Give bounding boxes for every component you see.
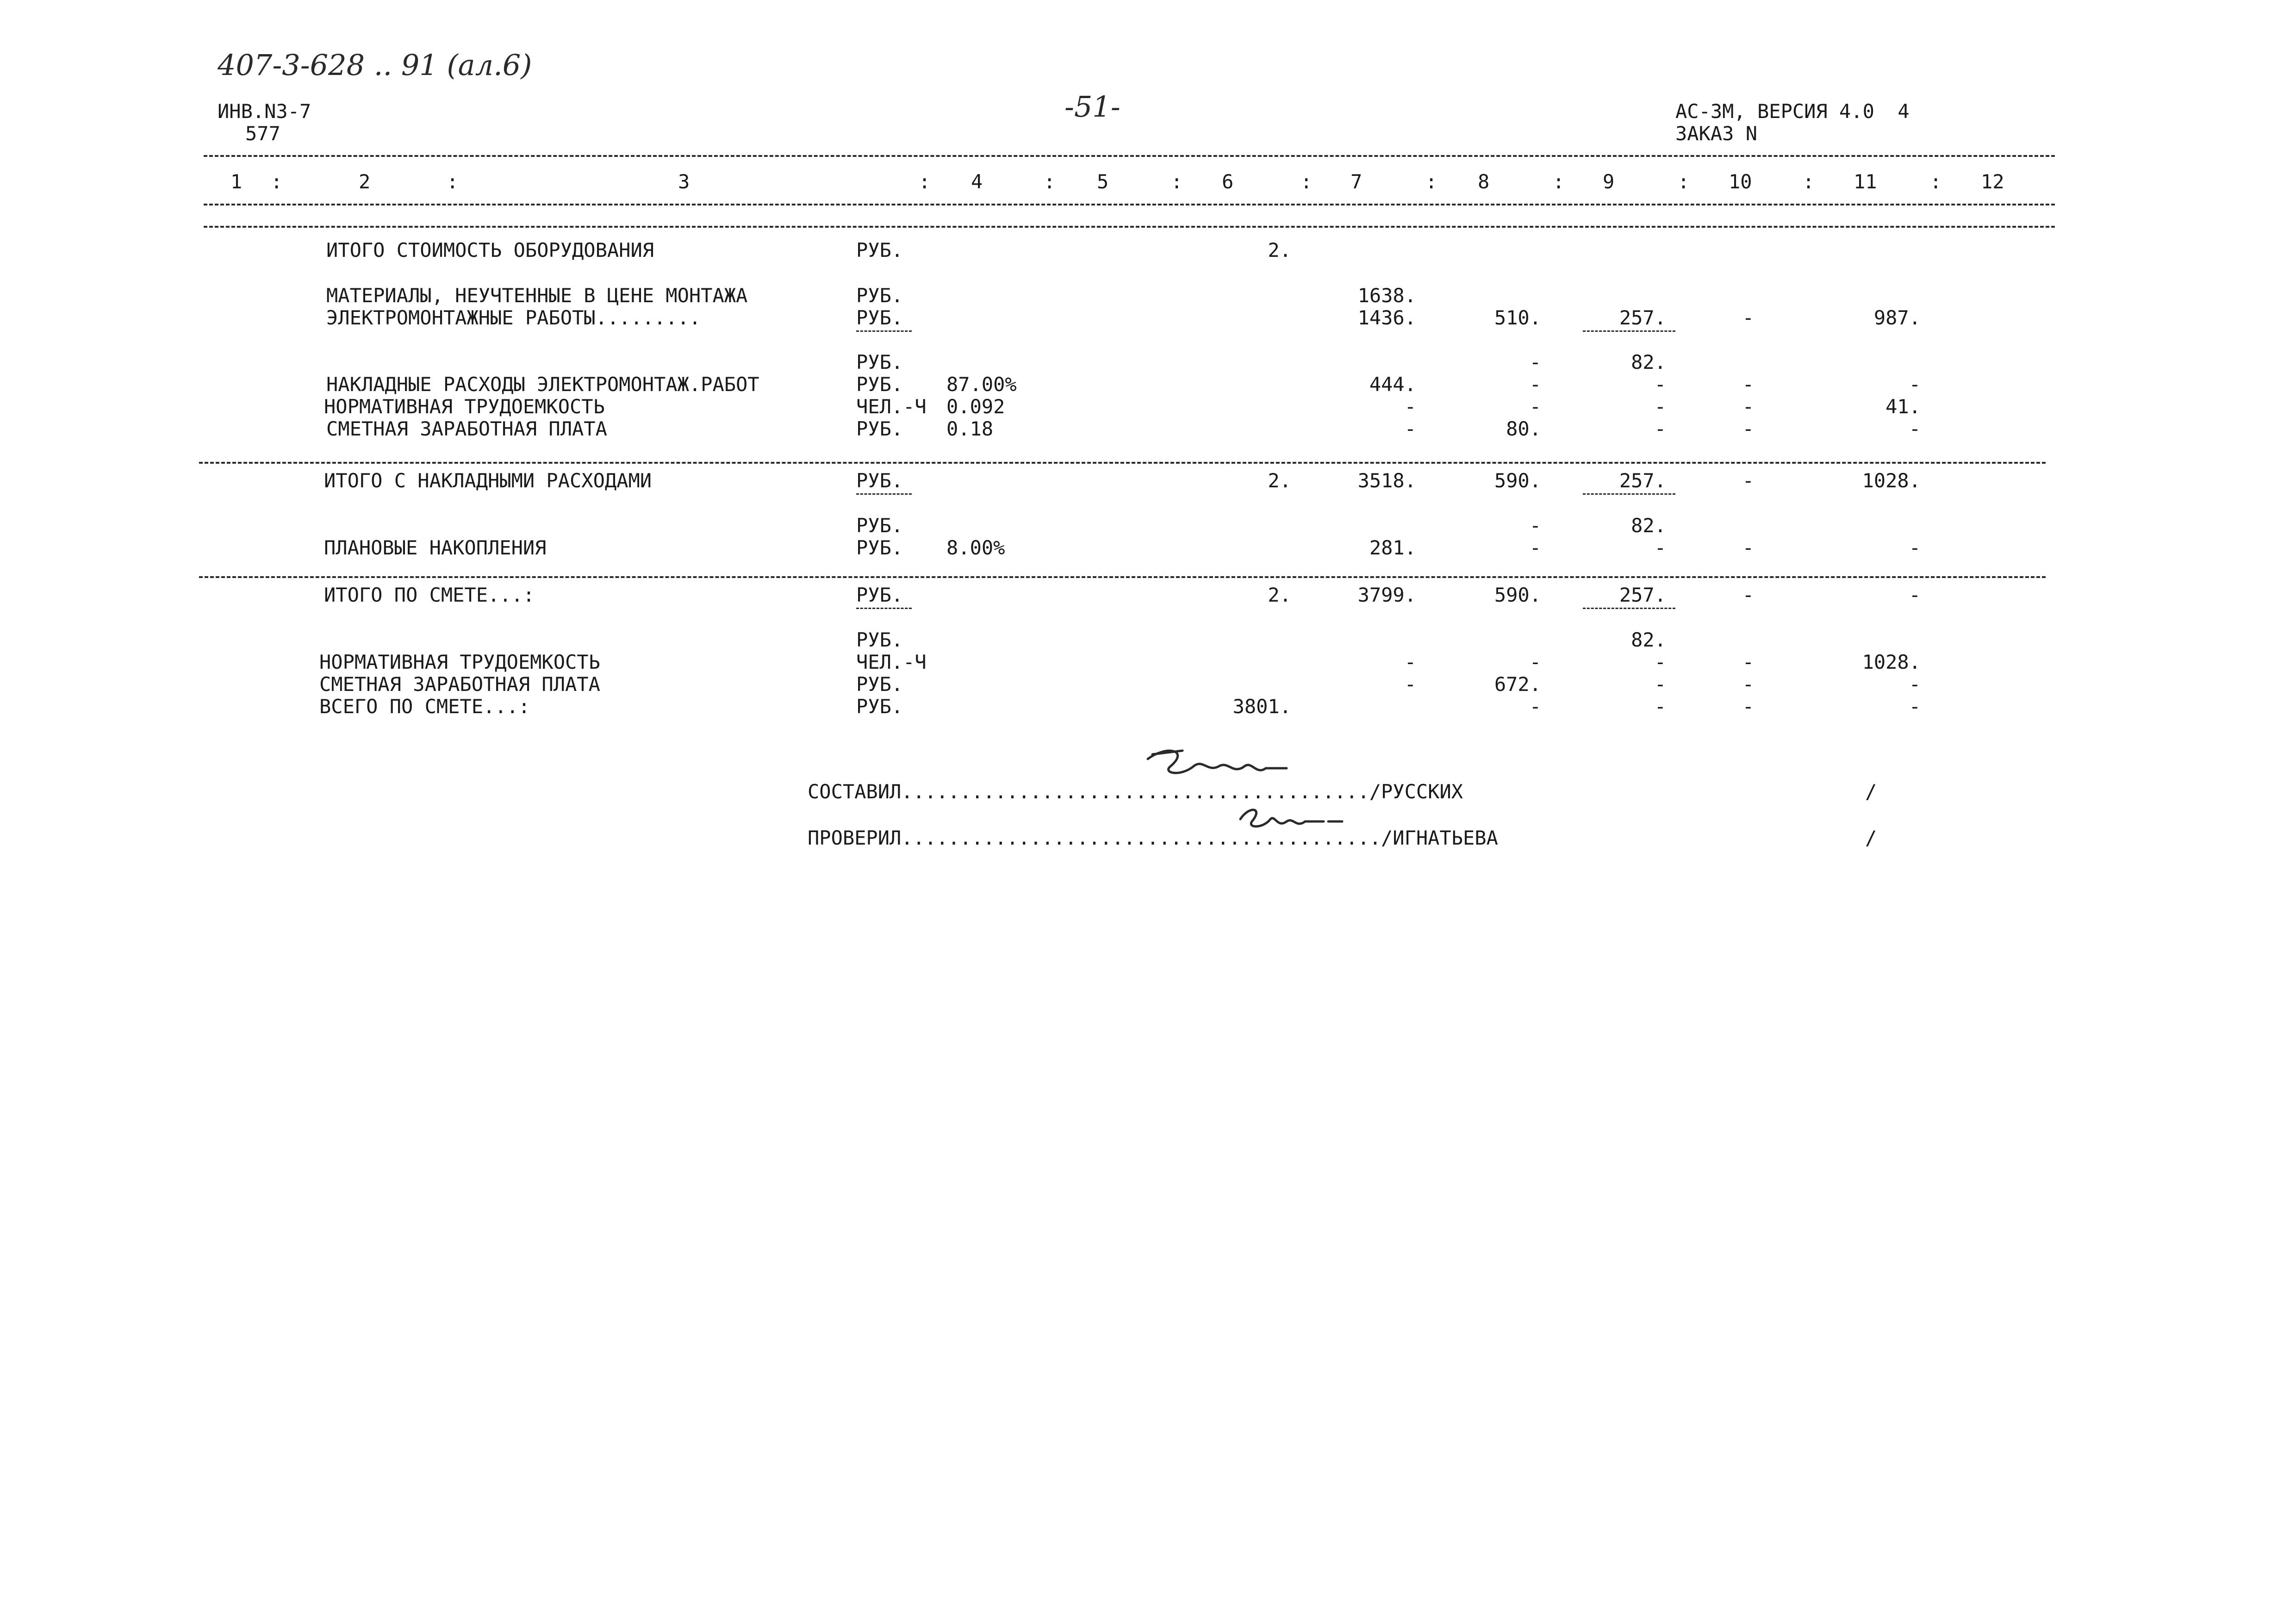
col-num-10: 10 — [1729, 170, 1752, 193]
cell-col-10: - — [1742, 651, 1754, 673]
cell-col-9: 82. — [1631, 514, 1666, 537]
cell-col-9: - — [1654, 395, 1666, 418]
col-separator: : — [1425, 170, 1437, 193]
cell-col-8: - — [1529, 373, 1541, 396]
col-separator: : — [1044, 170, 1056, 193]
cell-col-6: 2. — [1268, 469, 1291, 492]
cell-col-8: - — [1529, 395, 1541, 418]
cell-col-11: - — [1909, 584, 1921, 606]
col-separator: : — [1171, 170, 1183, 193]
row-label: СМЕТНАЯ ЗАРАБОТНАЯ ПЛАТА — [319, 673, 600, 696]
cell-col-11: 987. — [1873, 306, 1921, 329]
unit-subtotal-underline — [856, 608, 912, 609]
row-unit: ЧЕЛ.-Ч — [856, 395, 927, 418]
cell-col-10: - — [1742, 306, 1754, 329]
col-num-12: 12 — [1981, 170, 2004, 193]
row-label: ИТОГО ПО СМЕТЕ...: — [324, 584, 535, 606]
cell-col-8: 80. — [1506, 417, 1541, 440]
cell-col-7: - — [1404, 417, 1416, 440]
cell-col-10: - — [1742, 417, 1754, 440]
row-unit: ЧЕЛ.-Ч — [856, 651, 927, 673]
row-label: СМЕТНАЯ ЗАРАБОТНАЯ ПЛАТА — [326, 417, 607, 440]
row-unit: РУБ. — [856, 351, 903, 373]
col-num-7: 7 — [1350, 170, 1363, 193]
row-unit: РУБ. — [856, 417, 903, 440]
signature-checker — [1231, 801, 1370, 842]
row-unit: РУБ. — [856, 306, 903, 329]
row-unit: РУБ. — [856, 239, 903, 261]
row-unit: РУБ. — [856, 584, 903, 606]
col-separator: : — [1803, 170, 1815, 193]
rule-section-2 — [199, 576, 2046, 578]
cell-col-7: 3799. — [1357, 584, 1416, 606]
cell-col-8: 510. — [1494, 306, 1541, 329]
col-num-6: 6 — [1222, 170, 1234, 193]
cell-col-4: 0.092 — [946, 395, 1005, 418]
cell-col-7: 1436. — [1357, 306, 1416, 329]
cell-col-7: 1638. — [1357, 284, 1416, 307]
cell-col-10: - — [1742, 395, 1754, 418]
rule-head-bottom — [204, 204, 2055, 205]
cell-col-11: - — [1909, 673, 1921, 696]
cell-col-10: - — [1742, 536, 1754, 559]
col9-subtotal-underline — [1583, 608, 1675, 609]
cell-col-9: - — [1654, 373, 1666, 396]
rule-section-1 — [199, 462, 2046, 464]
col-separator: : — [1300, 170, 1313, 193]
cell-col-7: - — [1404, 395, 1416, 418]
cell-col-7: 3518. — [1357, 469, 1416, 492]
cell-col-4: 87.00% — [946, 373, 1017, 396]
cell-col-8: 590. — [1494, 584, 1541, 606]
unit-subtotal-underline — [856, 493, 912, 495]
row-label: НОРМАТИВНАЯ ТРУДОЕМКОСТЬ — [324, 395, 605, 418]
row-unit: РУБ. — [856, 284, 903, 307]
cell-col-9: - — [1654, 536, 1666, 559]
cell-col-11: - — [1909, 417, 1921, 440]
row-label: ВСЕГО ПО СМЕТЕ...: — [319, 695, 530, 718]
cell-col-8: - — [1529, 695, 1541, 718]
cell-col-10: - — [1742, 673, 1754, 696]
row-label: МАТЕРИАЛЫ, НЕУЧТЕННЫЕ В ЦЕНЕ МОНТАЖА — [326, 284, 748, 307]
col-num-11: 11 — [1854, 170, 1877, 193]
cell-col-6: 2. — [1268, 239, 1291, 261]
rule-top — [204, 155, 2055, 157]
cell-col-11: 1028. — [1862, 469, 1921, 492]
handwritten-code: 407-3-628 .. 91 (ал.6) — [218, 48, 532, 82]
cell-col-7: 444. — [1369, 373, 1416, 396]
cell-col-8: 672. — [1494, 673, 1541, 696]
cell-col-4: 0.18 — [946, 417, 994, 440]
handwritten-page-number: -51- — [1064, 90, 1120, 124]
col-separator: : — [919, 170, 931, 193]
cell-col-11: - — [1909, 373, 1921, 396]
cell-col-8: - — [1529, 514, 1541, 537]
unit-subtotal-underline — [856, 330, 912, 332]
col-num-8: 8 — [1478, 170, 1490, 193]
row-label: ИТОГО С НАКЛАДНЫМИ РАСХОДАМИ — [324, 469, 652, 492]
checked-by-line: ПРОВЕРИЛ........................................./ИГНАТЬЕВА — [808, 827, 1498, 849]
cell-col-7: - — [1404, 673, 1416, 696]
compiled-by-line: СОСТАВИЛ......................................../РУССКИХ — [808, 780, 1463, 803]
row-unit: РУБ. — [856, 628, 903, 651]
cell-col-11: 41. — [1885, 395, 1921, 418]
cell-col-11: - — [1909, 695, 1921, 718]
cell-col-9: 82. — [1631, 628, 1666, 651]
row-label: НОРМАТИВНАЯ ТРУДОЕМКОСТЬ — [319, 651, 600, 673]
cell-col-11: - — [1909, 536, 1921, 559]
col-num-2: 2 — [359, 170, 371, 193]
compiled-by-end: / — [1865, 780, 1877, 803]
cell-col-10: - — [1742, 584, 1754, 606]
cell-col-9: - — [1654, 417, 1666, 440]
cell-col-9: - — [1654, 695, 1666, 718]
row-unit: РУБ. — [856, 695, 903, 718]
cell-col-10: - — [1742, 373, 1754, 396]
cell-col-9: 257. — [1619, 584, 1666, 606]
cell-col-9: - — [1654, 673, 1666, 696]
row-unit: РУБ. — [856, 469, 903, 492]
order-number: ЗАКАЗ N — [1675, 122, 1758, 145]
col-separator: : — [447, 170, 459, 193]
cell-col-6: 3801. — [1232, 695, 1291, 718]
cell-col-8: 590. — [1494, 469, 1541, 492]
checked-by-end: / — [1865, 827, 1877, 849]
cell-col-9: 257. — [1619, 306, 1666, 329]
cell-col-4: 8.00% — [946, 536, 1005, 559]
cell-col-9: 82. — [1631, 351, 1666, 373]
col-num-9: 9 — [1603, 170, 1615, 193]
col-num-3: 3 — [678, 170, 690, 193]
inventory-label: ИНВ.N3-7 — [218, 100, 311, 123]
cell-col-6: 2. — [1268, 584, 1291, 606]
cell-col-10: - — [1742, 469, 1754, 492]
col-num-5: 5 — [1097, 170, 1109, 193]
row-label: НАКЛАДНЫЕ РАСХОДЫ ЭЛЕКТРОМОНТАЖ.РАБОТ — [326, 373, 759, 396]
cell-col-8: - — [1529, 651, 1541, 673]
row-label: ЭЛЕКТРОМОНТАЖНЫЕ РАБОТЫ......... — [326, 306, 701, 329]
rule-head-double — [204, 226, 2055, 228]
cell-col-8: - — [1529, 536, 1541, 559]
col-separator: : — [1553, 170, 1565, 193]
col9-subtotal-underline — [1583, 493, 1675, 495]
cell-col-10: - — [1742, 695, 1754, 718]
col-num-4: 4 — [971, 170, 983, 193]
cell-col-7: 281. — [1369, 536, 1416, 559]
col-num-1: 1 — [230, 170, 243, 193]
inventory-number: 577 — [245, 122, 280, 145]
row-label: ИТОГО СТОИМОСТЬ ОБОРУДОВАНИЯ — [326, 239, 654, 261]
row-unit: РУБ. — [856, 373, 903, 396]
col-separator: : — [1930, 170, 1942, 193]
row-unit: РУБ. — [856, 514, 903, 537]
col9-subtotal-underline — [1583, 330, 1675, 332]
col-separator: : — [1678, 170, 1690, 193]
cell-col-7: - — [1404, 651, 1416, 673]
signature-compiler — [1139, 740, 1314, 796]
system-version: АС-3М, ВЕРСИЯ 4.0 4 — [1675, 100, 1910, 123]
row-unit: РУБ. — [856, 673, 903, 696]
cell-col-9: 257. — [1619, 469, 1666, 492]
cell-col-9: - — [1654, 651, 1666, 673]
cell-col-11: 1028. — [1862, 651, 1921, 673]
row-unit: РУБ. — [856, 536, 903, 559]
row-label: ПЛАНОВЫЕ НАКОПЛЕНИЯ — [324, 536, 547, 559]
cell-col-8: - — [1529, 351, 1541, 373]
col-separator: : — [271, 170, 283, 193]
